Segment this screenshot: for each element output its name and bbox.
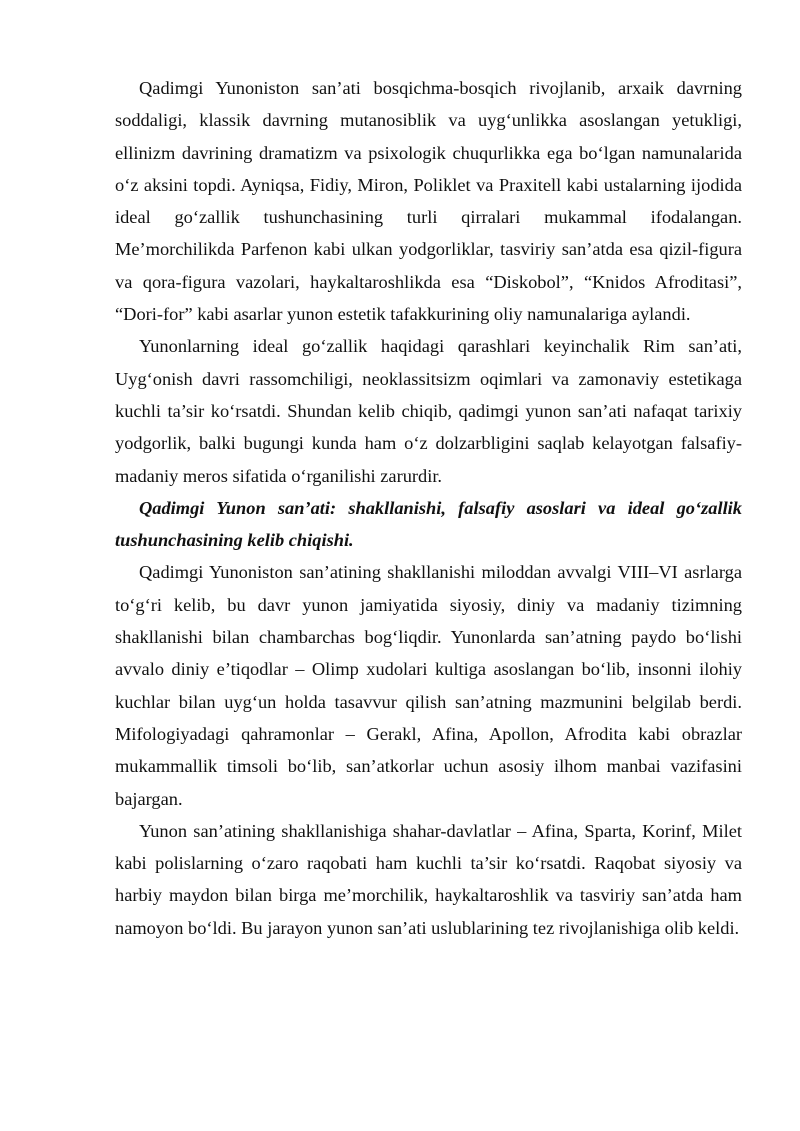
body-paragraph: Yunon san’atining shakllanishiga shahar-davlatlar – Afina, Sparta, Korinf, Milet kabi polislarning o‘zaro raqobati ham kuchli ta’sir ko‘rsatdi. Raqobat siyosiy va harbiy maydon bilan birga me’morchilik, haykaltaroshlik va tasviriy san’atda ham namoyon bo‘ldi. Bu jarayon yunon san’ati uslublarining tez rivojlanishiga olib keldi. xyxy=(115,820,742,938)
body-paragraph: Qadimgi Yunoniston san’atining shakllanishi miloddan avvalgi VIII–VI asrlarga to‘g‘ri kelib, bu davr yunon jamiyatida siyosiy, diniy va madaniy tizimning shakllanishi bilan chambarchas bog‘liqdir. Yunonlarda san’atning paydo bo‘lishi avvalo diniy e’tiqodlar – Olimp xudolari kultiga asoslangan bo‘lib, insonni ilohiy kuchlar bilan uyg‘un holda tasavvur qilish san’atning mazmunini belgilab berdi. Mifologiyadagi qahramonlar – Gerakl, Afina, Apollon, Afrodita kabi obrazlar mukammallik timsoli bo‘lib, san’atkorlar uchun asosiy ilhom manbai vazifasini bajargan. xyxy=(115,562,742,809)
body-paragraph: Yunonlarning ideal go‘zallik haqidagi qarashlari keyinchalik Rim san’ati, Uyg‘onish davri rassomchiligi, neoklassitsizm oqimlari va zamonaviy estetikaga kuchli ta’sir ko‘rsatdi. Shundan kelib chiqib, qadimgi yunon san’ati nafaqat tarixiy yodgorlik, balki bugungi kunda ham o‘z dolzarbligini saqlab kelayotgan falsafiy-madaniy meros sifatida o‘rganilishi zarurdir. xyxy=(115,336,742,486)
document-body xyxy=(115,72,742,944)
section-heading: Qadimgi Yunon san’ati: shakllanishi, falsafiy asoslari va ideal go‘zallik tushunchasining kelib chiqishi. xyxy=(115,497,742,551)
body-paragraph: Qadimgi Yunoniston san’ati bosqichma-bosqich rivojlanib, arxaik davrning soddaligi, klassik davrning mutanosiblik va uyg‘unlikka asoslangan yetukligi, ellinizm davrining dramatizm va psixologik chuqurlikka ega bo‘lgan namunalarida o‘z aksini topdi. Ayniqsa, Fidiy, Miron, Poliklet va Praxitell kabi ustalarning ijodida ideal go‘zallik tushunchasining turli qirralari mukammal ifodalangan. Me’morchilikda Parfenon kabi ulkan yodgorliklar, tasviriy san’atda esa qizil-figura va qora-figura vazolari, haykaltaroshlikda esa “Diskobol”, “Knidos Afroditasi”, “Dori-for” kabi asarlar yunon estetik tafakkurining oliy namunalariga aylandi. xyxy=(115,78,742,325)
